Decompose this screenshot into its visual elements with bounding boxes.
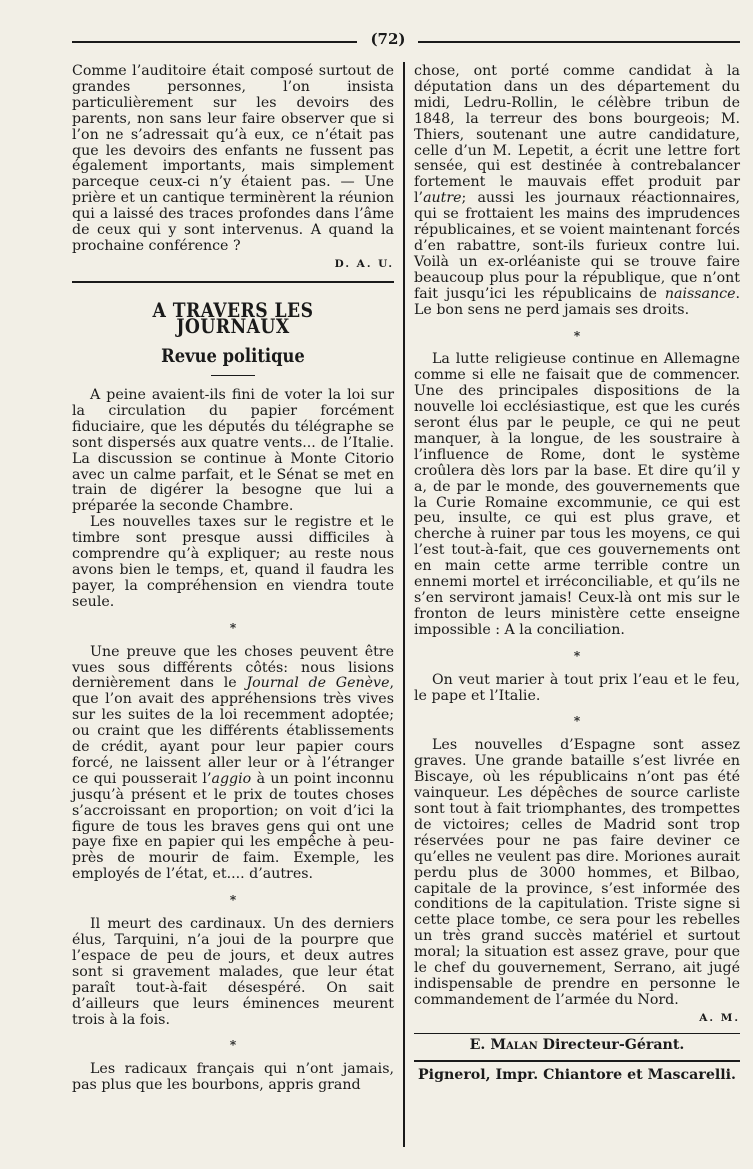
footer-name: Malan: [490, 1037, 538, 1054]
section-divider: [72, 281, 394, 283]
rp1-text-a: chose, ont porté comme candidat à la députation dans un des département du midi, Ledru-Rollin, le célèbre tribun de 1848, la terreur des bons bourgeois; M. Thiers, soutenant une autre candidature, celle d’un M. Lepetit, a écrit une lettre fort sensée, qui est destinée à contrebalancer fortement le mauvais effet produit par l’: [414, 63, 740, 207]
footer-rule: [414, 1033, 740, 1035]
rp1-text-b: ; aussi les journaux réactionnaires, qui se frottaient les mains des imprudences républicaines, et se voient maintenant forcés d’en rabattre, sont-ils furieux contre lui. Voilà un ex-orléaniste qui se trouve faire beaucoup plus pour la république, que n’ont fait jusqu’ici les républicains de: [414, 190, 740, 302]
right-paragraph-4: Les nouvelles d’Espagne sont assez graves. Une grande bataille s’est livrée en Biscaye, où les républicains n’ont pas été vainqueur. Les dépêches de source carliste sont tout à fait triomphantes, des trompettes de victoires; celles de Madrid sont trop réservées pour ne pas faire deviner ce qu’elles ne veulent pas dire. Moriones aurait perdu plus de 3000 hommes, et Bilbao, capitale de la province, s’est informée des conditions de la capitulation. Triste signe si cette place tombe, ce sera pour les rebelles un très grand succès matériel et surtout moral; la situation est assez grave, pour que le chef du gouvernement, Serrano, ait jugé indispensable de prendre en personne le commandement de l’armée du Nord.: [414, 737, 740, 1008]
column-divider: [403, 62, 405, 1147]
separator-star: *: [573, 714, 581, 729]
separator-star: *: [573, 648, 581, 663]
p3-text-a: Une preuve que les choses peuvent être vues sous différents côtés: nous lisions dernièrement dans le: [72, 643, 394, 692]
separator-star: *: [573, 328, 581, 343]
separator-star: *: [229, 1038, 237, 1053]
article-paragraph-4: Il meurt des cardinaux. Un des derniers élus, Tarquini, n’a joui de la pourpre que l’espace de peu de jours, et deux autres sont si gravement malades, que leur état paraît tout-à-fait désespéré. On sait d’ailleurs que leurs éminences meurent trois à la fois.: [72, 916, 394, 1028]
section-title: A TRAVERS LES JOURNAUX: [152, 297, 314, 338]
intro-signature: D. A. U.: [334, 257, 394, 270]
footer-director: [414, 1038, 740, 1054]
separator-star: *: [229, 893, 237, 908]
right-paragraph-1: [414, 64, 740, 319]
article-paragraph-2: Les nouvelles taxes sur le registre et le timbre sont presque aussi difficiles à comprendre qu’à expliquer; au reste nous avons bien le temps, et, quand il faudra les payer, la compréhension en viendra toute seule.: [72, 514, 394, 610]
article-paragraph-1: A peine avaient-ils fini de voter la loi sur la circulation du papier forcément fiduciaire, que les députés du télégraphe se sont dispersés aux quatre vents... de l’Italie. La discussion se continue à Monte Citorio avec un calme parfait, et le Sénat se met en train de digérer la besogne que lui a préparée la seconde Chambre.: [72, 387, 394, 515]
p3-aggio: aggio: [211, 770, 252, 787]
intro-paragraph: Comme l’auditoire était composé surtout de grandes personnes, l’on insista particulièrement sur les devoirs des parents, non sans leur faire observer que si l’on ne s’adressait qu’à eux, ce n’était pas que les devoirs des enfants ne fussent pas également importants, mais simplement parceque ceux-ci n’y étaient pas. — Une prière et un cantique terminèrent la réunion qui a laissé des traces profondes dans l’âme de ceux qui y sont intervenus. A quand la prochaine conférence ?: [72, 63, 394, 254]
rp1-text-c: . Le bon sens ne perd jamais ses droits.: [414, 285, 740, 318]
footer-printer: Pignerol, Impr. Chiantore et Mascarelli.: [418, 1066, 736, 1083]
header-rule-left: [72, 41, 357, 43]
right-paragraph-3: On veut marier à tout prix l’eau et le feu, le pape et l’Italie.: [414, 671, 740, 704]
article-paragraph-3: [72, 645, 394, 884]
footer-role: Directeur-Gérant.: [537, 1037, 685, 1054]
page-number: (72): [370, 30, 406, 48]
sub-title: Revue politique: [161, 344, 305, 367]
p3-text-c: à un point inconnu jusqu’à présent et le prix de toutes choses s’accroissant en proportion; on voit d’ici la figure de tous les braves gens qui ont une paye fixe en papier qui les empêche à peu-près de mourir de faim. Exemple, les employés de l’état, et.... d’autres.: [72, 770, 394, 883]
article-paragraph-5: Les radicaux français qui n’ont jamais, pas plus que les bourbons, appris grand: [72, 1061, 394, 1094]
left-column: [72, 64, 394, 1094]
title-rule: [211, 375, 255, 377]
right-signature: A. M.: [699, 1011, 740, 1024]
p3-journal: Journal de Genève: [246, 675, 390, 692]
rp1-autre: autre: [423, 190, 462, 207]
p3-text-b: , que l’on avait des appréhensions très vives sur les suites de la loi recemment adoptée; ou craint que les différents établissements de crédit, ayant pour leur papier cours forcé, ne laissent aller leur or à l’étranger ce qui pousserait l’: [72, 675, 394, 787]
footer-name-prefix: E.: [469, 1037, 491, 1054]
header-rule-right: [418, 41, 740, 43]
right-column: [414, 64, 740, 1083]
separator-star: *: [229, 620, 237, 635]
rp1-naissance: naissance: [664, 285, 736, 302]
page-header: [72, 30, 740, 52]
footer-rule-2: [414, 1060, 740, 1062]
right-paragraph-2: La lutte religieuse continue en Allemagne comme si elle ne faisait que de commencer. Une des principales dispositions de la nouvelle loi ecclésiastique, est que les curés seront élus par le peuple, ce qui ne peut manquer, à la longue, de les soustraire à l’influence de Rome, dont le système croûlera dès lors par la base. Et dire qu’il y a, de par le monde, des gouvernements que la Curie Romaine excommunie, ce qui est peu, insulte, ce qui est plus grave, et cherche à ruiner par tous les moyens, ce qui l’est tout-à-fait, que ces gouvernements ont en main cette arme terrible contre un ennemi mortel et irréconciliable, et qu’ils ne s’en serviront jamais! Ceux-là ont mis sur le fronton de leurs ministère cette enseigne impossible : A la conciliation.: [414, 351, 740, 638]
